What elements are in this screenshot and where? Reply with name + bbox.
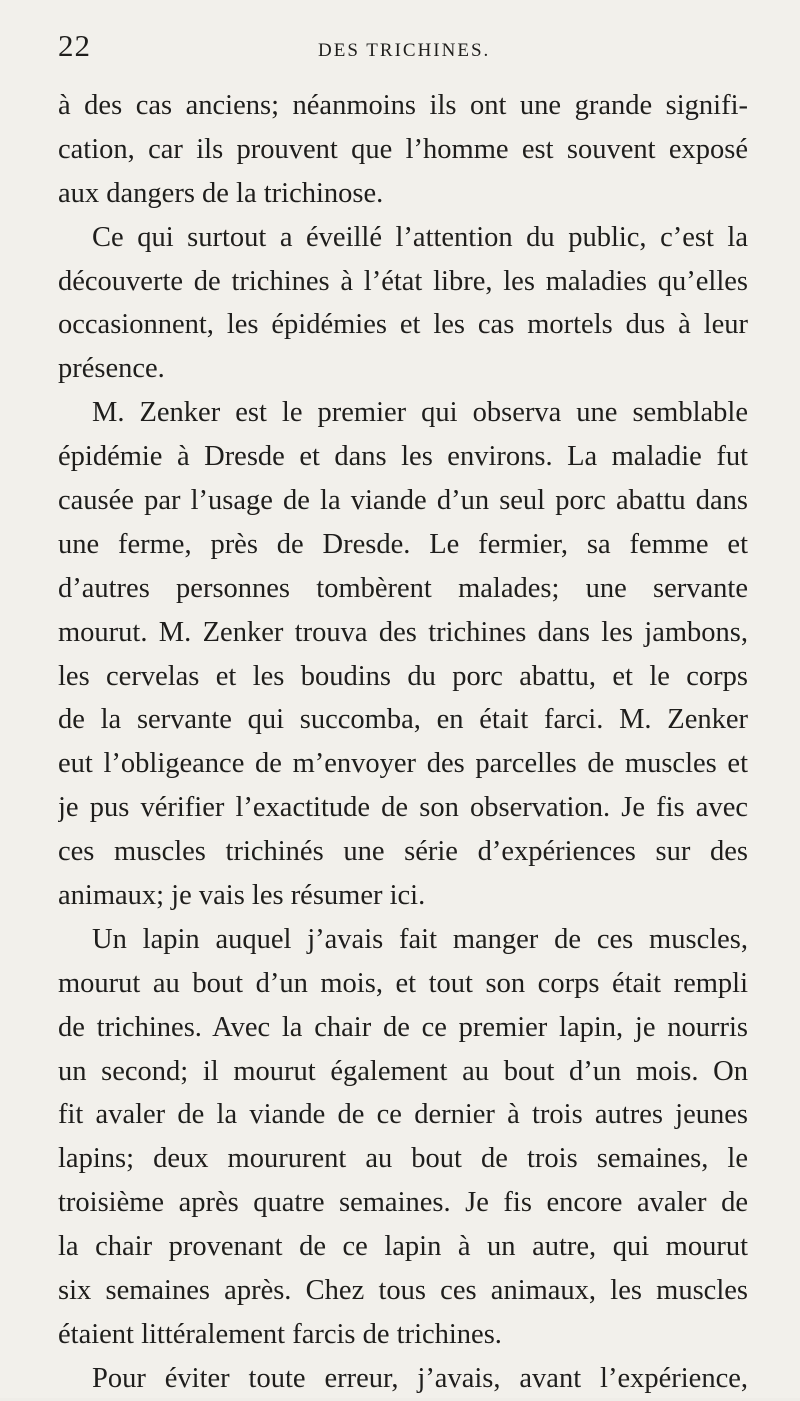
text-line: à des cas anciens; néanmoins ils ont une grande signifi- <box>58 90 748 121</box>
text-line: de trichines. Avec la chair de ce premier lapin, je nourris <box>58 1011 748 1043</box>
text-line: étaient littéralement farcis de trichines. <box>58 1318 502 1350</box>
text-line: ces muscles trichinés une série d’expériences sur des <box>58 836 748 868</box>
text-line: mourut. M. Zenker trouva des trichines dans les jambons, <box>58 616 748 648</box>
text-line: fit avaler de la viande de ce dernier à trois autres jeunes <box>58 1099 748 1131</box>
text-line: Pour éviter toute erreur, j’avais, avant l’expérience, <box>92 1362 748 1394</box>
text-line: causée par l’usage de la viande d’un seul porc abattu dans <box>58 485 748 517</box>
text-line: de la servante qui succomba, en était farci. M. Zenker <box>58 704 748 736</box>
text-line: une ferme, près de Dresde. Le fermier, sa femme et <box>58 528 748 560</box>
text-line: six semaines après. Chez tous ces animaux, les muscles <box>58 1275 748 1307</box>
body-text <box>58 84 748 1401</box>
text-line: Ce qui surtout a éveillé l’attention du public, c’est la <box>92 221 748 253</box>
text-line: les cervelas et les boudins du porc abattu, et le corps <box>58 660 748 692</box>
text-line: je pus vérifier l’exactitude de son observation. Je fis avec <box>58 792 748 824</box>
text-line: présence. <box>58 353 165 385</box>
page-header <box>58 28 748 68</box>
text-line: troisième après quatre semaines. Je fis encore avaler de <box>58 1187 748 1219</box>
text-line: la chair provenant de ce lapin à un autre, qui mourut <box>58 1231 748 1263</box>
text-line: eut l’obligeance de m’envoyer des parcelles de muscles et <box>58 748 748 780</box>
running-title: DES TRICHINES. <box>318 40 491 61</box>
text-line: M. Zenker est le premier qui observa une semblable <box>92 397 748 429</box>
text-line: lapins; deux moururent au bout de trois semaines, le <box>58 1143 748 1175</box>
text-line: animaux; je vais les résumer ici. <box>58 880 426 912</box>
text-line: cation, car ils prouvent que l’homme est souvent exposé <box>58 133 748 165</box>
text-line: occasionnent, les épidémies et les cas mortels dus à leur <box>58 309 748 341</box>
text-line: mourut au bout d’un mois, et tout son corps était rempli <box>58 967 748 999</box>
page-number: 22 <box>58 28 91 63</box>
text-line: un second; il mourut également au bout d’un mois. On <box>58 1055 748 1087</box>
text-line: aux dangers de la trichinose. <box>58 177 384 209</box>
text-line: d’autres personnes tombèrent malades; une servante <box>58 572 748 604</box>
text-line: Un lapin auquel j’avais fait manger de ces muscles, <box>92 923 748 955</box>
text-line: découverte de trichines à l’état libre, les maladies qu’elles <box>58 265 748 297</box>
text-line: épidémie à Dresde et dans les environs. La maladie fut <box>58 441 748 473</box>
